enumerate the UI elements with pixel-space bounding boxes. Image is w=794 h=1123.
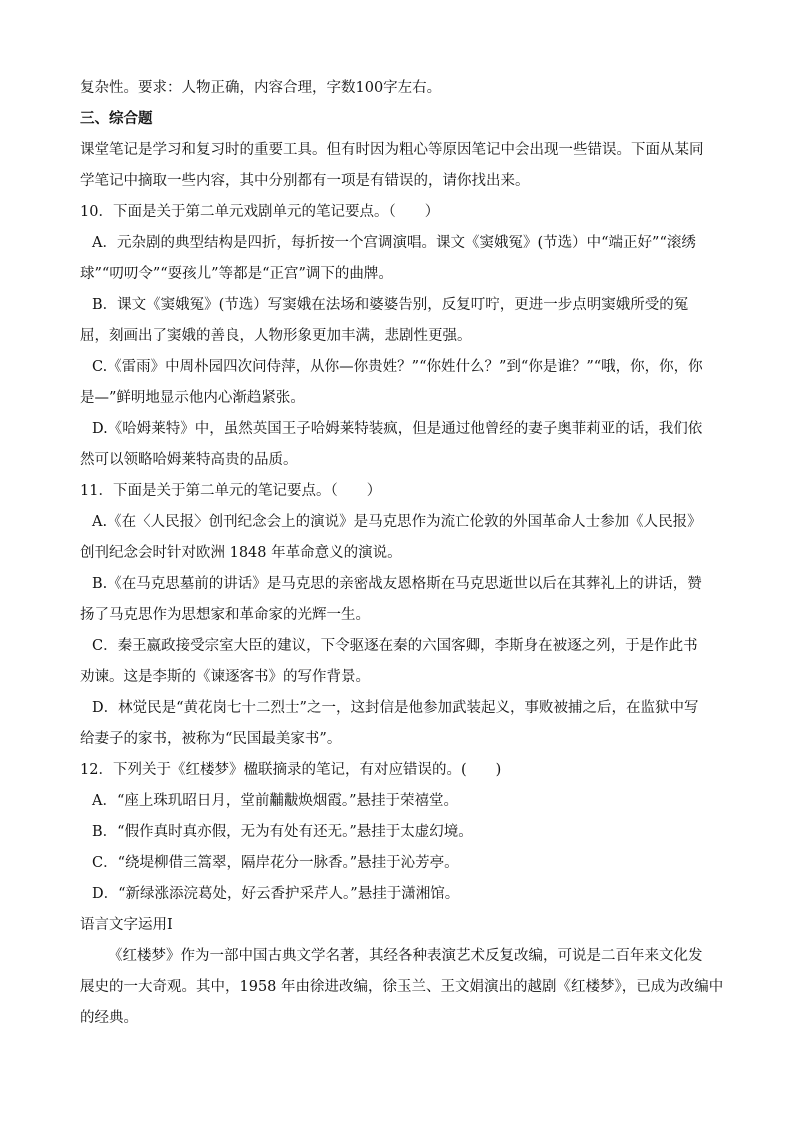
q12-option-b: B．“假作真时真亦假，无为有处有还无。”悬挂于太虚幻境。	[92, 824, 473, 840]
language-paragraph-line-3: 的经典。	[80, 1010, 138, 1026]
q11-option-a-line-1: A.《在〈人民报〉创刊纪念会上的演说》是马克思作为流亡伦敦的外国革命人士参加《人民报》	[92, 514, 702, 530]
q12-stem: 12．下列关于《红楼梦》楹联摘录的笔记，有对应错误的。( )	[80, 762, 502, 778]
language-paragraph-line-1: 《红楼梦》作为一部中国古典文学名著，其经各种表演艺术反复改编，可说是二百年来文化发	[108, 948, 703, 964]
question-10	[80, 202, 720, 470]
section-3-intro-line-2: 学笔记中摘取一些内容，其中分别都有一项是有错误的，请你找出来。	[80, 173, 530, 189]
q10-option-a-line-2: 球”“叨叨令”“耍孩儿”等都是“正宫”调下的曲牌。	[80, 266, 393, 282]
section-3-heading: 三、综合题	[80, 111, 153, 127]
q11-option-c-line-1: C．秦王嬴政接受宗室大臣的建议，下令驱逐在秦的六国客卿，李斯身在被逐之列，于是作此书	[92, 638, 698, 654]
q10-stem: 10．下面是关于第二单元戏剧单元的笔记要点。（ ）	[80, 204, 440, 220]
q11-option-d-line-1: D．林觉民是“黄花岗七十二烈士”之一，这封信是他参加武装起义，事败被捕之后，在监狱中写	[92, 700, 699, 716]
q11-option-c-line-2: 劝谏。这是李斯的《谏逐客书》的写作背景。	[80, 669, 370, 685]
language-paragraph-line-2: 展史的一大奇观。其中，1958 年由徐进改编，徐玉兰、王文娟演出的越剧《红楼梦》，已成为改编中	[80, 979, 724, 995]
q12-option-a: A．“座上珠玑昭日月，堂前黼黻焕烟霞。”悬挂于荣禧堂。	[92, 793, 459, 809]
q11-option-d-line-2: 给妻子的家书，被称为“民国最美家书”。	[80, 731, 342, 747]
q10-option-d-line-1: D.《哈姆莱特》中，虽然英国王子哈姆莱特装疯，但是通过他曾经的妻子奥菲莉亚的话，我们依	[92, 421, 703, 437]
q10-option-b-line-1: B．课文《窦娥冤》(节选）写窦娥在法场和婆婆告别，反复叮咛，更进一步点明窦娥所受的冤	[92, 297, 689, 313]
language-section-title: 语言文字运用Ⅰ	[80, 917, 173, 933]
q12-option-c: C．“绕堤柳借三篙翠，隔岸花分一脉香。”悬挂于沁芳亭。	[92, 855, 459, 871]
q11-option-b-line-1: B.《在马克思墓前的讲话》是马克思的亲密战友恩格斯在马克思逝世以后在其葬礼上的讲话，赞	[92, 576, 702, 592]
document-page	[80, 78, 724, 1039]
q10-option-c-line-1: C.《雷雨》中周朴园四次问侍萍，从你—你贵姓？”“你姓什么？”到“你是谁？”“哦，你，你，你	[92, 359, 703, 375]
q10-option-a-line-1: A．元杂剧的典型结构是四折，每折按一个宫调演唱。课文《窦娥冤》(节选）中“端正好”“滚绣	[92, 235, 696, 251]
q11-option-b-line-2: 扬了马克思作为思想家和革命家的光辉一生。	[80, 607, 370, 623]
q10-option-d-line-2: 然可以领略哈姆莱特高贵的品质。	[80, 452, 298, 468]
q10-option-c-line-2: 是—”鲜明地显示他内心渐趋紧张。	[80, 390, 305, 406]
q11-option-a-line-2: 创刊纪念会时针对欧洲 1848 年革命意义的演说。	[80, 545, 402, 561]
q10-option-b-line-2: 屈，刻画出了窦娥的善良，人物形象更加丰满，悲剧性更强。	[80, 328, 472, 344]
language-section	[80, 915, 724, 1028]
section-3-intro-line-1: 课堂笔记是学习和复习时的重要工具。但有时因为粗心等原因笔记中会出现一些错误。下面从某同	[80, 142, 704, 158]
question-11	[80, 481, 720, 749]
q11-stem: 11．下面是关于第二单元的笔记要点。（ ）	[80, 483, 382, 499]
q12-option-d: D．“新绿涨添浣葛处，好云香护采芹人。”悬挂于潇湘馆。	[92, 886, 460, 902]
intro-tail-text: 复杂性。要求：人物正确，内容合理，字数100字左右。	[80, 80, 442, 96]
question-12	[80, 760, 720, 904]
